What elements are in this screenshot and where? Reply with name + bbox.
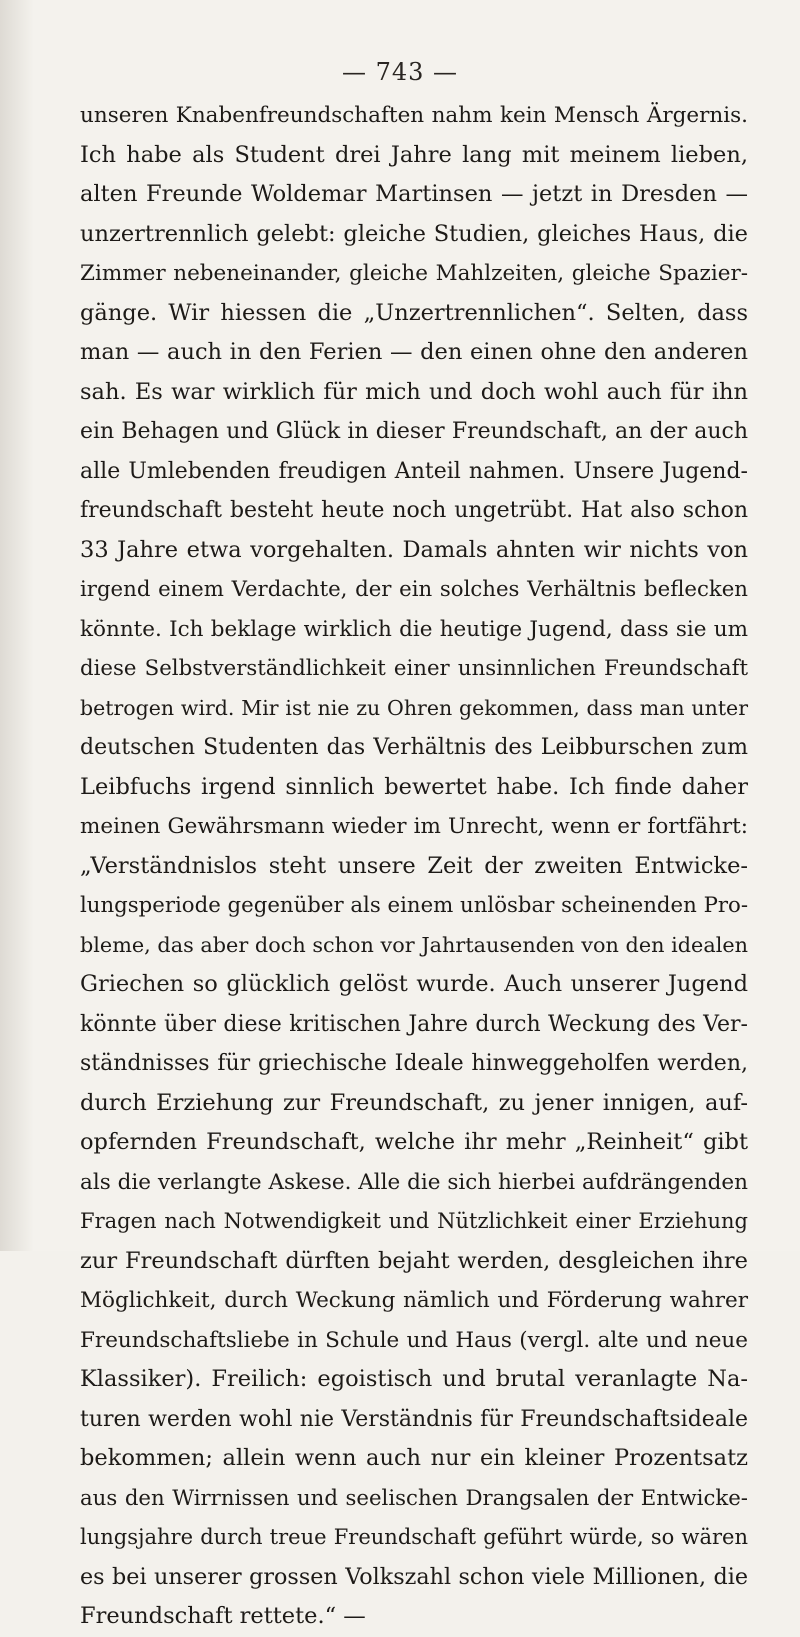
text-line: lungsperiode gegenüber als einem unlösbar scheinenden Pro- <box>80 893 748 918</box>
text-line: Möglichkeit, durch Weckung nämlich und Förderung wahrer <box>80 1288 748 1313</box>
text-line: deutschen Studenten das Verhältnis des Leibburschen zum <box>80 735 748 760</box>
text-line: bekommen; allein wenn auch nur ein kleiner Prozentsatz <box>80 1445 748 1471</box>
text-line: lungsjahre durch treue Freundschaft geführt würde, so wären <box>80 1525 748 1549</box>
text-line: ständnisses für griechische Ideale hinweggeholfen werden, <box>80 1051 748 1076</box>
text-line: meinen Gewährsmann wieder im Unrecht, wenn er fortfährt: <box>80 814 748 839</box>
text-line: irgend einem Verdachte, der ein solches Verhältnis beflecken <box>80 577 748 602</box>
text-line: durch Erziehung zur Freundschaft, zu jener innigen, auf- <box>80 1089 748 1116</box>
text-line: Zimmer nebeneinander, gleiche Mahlzeiten, gleiche Spazier- <box>80 261 748 286</box>
text-line: gänge. Wir hiessen die „Unzertrennlichen“. Selten, dass <box>80 299 748 326</box>
text-line: turen werden wohl nie Verständnis für Freundschaftsideale <box>80 1406 748 1432</box>
text-line: „Verständnislos steht unsere Zeit der zweiten Entwicke- <box>80 852 748 879</box>
text-line: alle Umlebenden freudigen Anteil nahmen. Unsere Jugend- <box>80 458 748 484</box>
text-line: könnte. Ich beklage wirklich die heutige Jugend, dass sie um <box>80 616 748 642</box>
text-line: es bei unserer grossen Volkszahl schon viele Millionen, die <box>80 1563 748 1590</box>
text-line: Ich habe als Student drei Jahre lang mit meinem lieben, <box>80 141 748 168</box>
text-line: zur Freundschaft dürften bejaht werden, desgleichen ihre <box>80 1247 748 1274</box>
page-number: — 743 — <box>341 58 459 86</box>
text-line-last: Freundschaft rettete.“ — <box>80 1603 366 1629</box>
text-line: freundschaft besteht heute noch ungetrübt. Hat also schon <box>80 498 748 523</box>
text-line: opfernden Freundschaft, welche ihr mehr „Reinheit“ gibt <box>80 1129 748 1155</box>
text-line: alten Freunde Woldemar Martinsen — jetzt in Dresden — <box>80 181 748 207</box>
text-line: ein Behagen und Glück in dieser Freundschaft, an der auch <box>80 419 748 444</box>
text-line: Klassiker). Freilich: egoistisch und brutal veranlagte Na- <box>80 1366 748 1392</box>
body-text <box>80 96 748 1637</box>
text-line: Leibfuchs irgend sinnlich bewertet habe. Ich finde daher <box>80 773 748 800</box>
text-line: man — auch in den Ferien — den einen ohne den anderen <box>80 339 748 365</box>
text-line: 33 Jahre etwa vorgehalten. Damals ahnten wir nichts von <box>80 536 748 563</box>
text-line: Griechen so glücklich gelöst wurde. Auch unserer Jugend <box>80 971 748 997</box>
text-line: Freundschaftsliebe in Schule und Haus (vergl. alte und neue <box>80 1327 748 1353</box>
text-line: unseren Knabenfreundschaften nahm kein Mensch Ärgernis. <box>80 103 748 128</box>
text-line: bleme, das aber doch schon vor Jahrtausenden von den idealen <box>80 932 748 957</box>
text-line: unzertrennlich gelebt: gleiche Studien, gleiches Haus, die <box>80 220 748 247</box>
text-line: betrogen wird. Mir ist nie zu Ohren gekommen, dass man unter <box>80 695 748 720</box>
text-line: sah. Es war wirklich für mich und doch wohl auch für ihn <box>80 378 748 405</box>
text-line: als die verlangte Askese. Alle die sich hierbei aufdrängenden <box>80 1169 748 1195</box>
text-line: Fragen nach Notwendigkeit und Nützlichkeit einer Erziehung <box>80 1209 748 1233</box>
text-line: aus den Wirrnissen und seelischen Drangsalen der Entwicke- <box>80 1485 748 1511</box>
text-line: diese Selbstverständlichkeit einer unsinnlichen Freundschaft <box>80 656 748 681</box>
text-line: könnte über diese kritischen Jahre durch Weckung des Ver- <box>80 1011 748 1037</box>
